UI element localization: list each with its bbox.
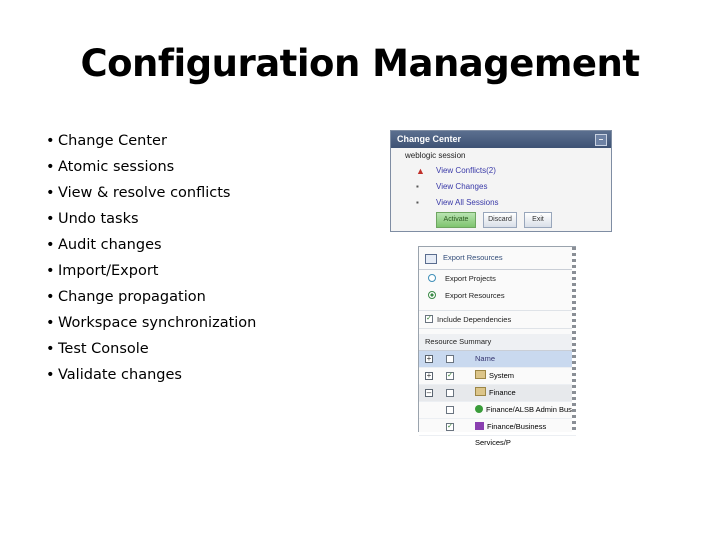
tree-row[interactable] (419, 419, 576, 447)
change-center-title: Change Center (397, 134, 462, 144)
bullet-text: Workspace synchronization (58, 315, 257, 331)
radio-selected-icon[interactable] (428, 291, 436, 299)
tree-row-label: Finance/ALSB Admin Bus (486, 405, 572, 414)
bullet-text: Atomic sessions (58, 159, 175, 175)
tree-row[interactable] (419, 385, 576, 402)
collapse-icon[interactable]: – (595, 134, 607, 146)
bullet-text: Validate changes (58, 367, 182, 383)
bullet-item: • Import/Export (46, 263, 159, 279)
tree-header-row[interactable] (419, 351, 576, 368)
export-resources-panel (418, 246, 576, 447)
bullet-text: Undo tasks (58, 211, 139, 227)
include-dependencies-label: Include Dependencies (437, 315, 512, 324)
bullet-item: • Workspace synchronization (46, 315, 257, 331)
bullet-item: • Undo tasks (46, 211, 139, 227)
bullet-text: Change propagation (58, 289, 206, 305)
export-resources-title: Export Resources (443, 253, 503, 262)
project-folder-icon (475, 387, 486, 396)
bullet-icon: ▪ (416, 198, 419, 207)
checkbox-icon[interactable] (446, 406, 454, 414)
discard-button[interactable]: Discard (483, 212, 517, 228)
bullet-item: • Audit changes (46, 237, 162, 253)
tree-row-label: Finance (489, 388, 516, 397)
view-all-sessions-link[interactable] (391, 195, 611, 211)
exit-button[interactable]: Exit (524, 212, 552, 228)
checkbox-checked-icon[interactable]: ✓ (447, 372, 453, 379)
resource-summary-label: Resource Summary (419, 334, 576, 351)
export-projects-option[interactable] (419, 270, 576, 287)
bullet-icon: ▪ (416, 182, 419, 191)
bullet-text: Change Center (58, 133, 167, 149)
tree-row[interactable] (419, 402, 576, 419)
bullet-text: Import/Export (58, 263, 159, 279)
tree-row[interactable] (419, 368, 576, 385)
expand-icon[interactable]: + (426, 371, 432, 380)
export-resources-option[interactable] (419, 287, 576, 304)
view-changes-link[interactable] (391, 179, 611, 195)
radio-icon[interactable] (428, 274, 436, 282)
tree-row-label: Finance/Business Services/P (475, 422, 547, 447)
feature-bullet-list (46, 128, 256, 388)
business-service-icon (475, 422, 484, 430)
view-all-sessions-label: View All Sessions (436, 198, 499, 207)
view-conflicts-link[interactable] (391, 163, 611, 179)
export-icon (425, 254, 437, 264)
include-dependencies-checkbox[interactable] (419, 310, 576, 329)
checkbox-checked-icon[interactable]: ✓ (447, 423, 453, 430)
checkbox-checked-icon[interactable]: ✓ (426, 315, 432, 322)
export-resources-label: Export Resources (445, 291, 505, 300)
tree-row-label: System (489, 371, 515, 380)
export-projects-label: Export Projects (445, 274, 496, 283)
collapse-icon[interactable]: – (426, 388, 432, 397)
bullet-item: • Change Center (46, 133, 167, 149)
bullet-text: View & resolve conflicts (58, 185, 231, 201)
bullet-item: • Validate changes (46, 367, 182, 383)
name-column-header[interactable]: Name (475, 354, 496, 363)
change-center-header (391, 131, 611, 148)
bullet-text: Audit changes (58, 237, 162, 253)
expand-icon[interactable]: + (426, 354, 432, 363)
slide-title: Configuration Management (80, 42, 640, 85)
bullet-text: Test Console (58, 341, 149, 357)
change-center-button-bar (436, 212, 552, 228)
checkbox-icon[interactable] (446, 355, 454, 363)
bullet-item: • Test Console (46, 341, 149, 357)
session-name: weblogic session (405, 151, 466, 160)
checkbox-icon[interactable] (446, 389, 454, 397)
bullet-item: • Change propagation (46, 289, 206, 305)
export-resources-header (419, 247, 576, 270)
project-folder-icon (475, 370, 486, 379)
change-center-panel (390, 130, 612, 232)
resource-icon (475, 405, 483, 413)
bullet-item: • Atomic sessions (46, 159, 175, 175)
warning-icon: ▲ (416, 166, 425, 176)
bullet-item: • View & resolve conflicts (46, 185, 231, 201)
view-changes-label: View Changes (436, 182, 488, 191)
view-conflicts-label: View Conflicts(2) (436, 166, 496, 175)
activate-button[interactable]: Activate (436, 212, 476, 228)
